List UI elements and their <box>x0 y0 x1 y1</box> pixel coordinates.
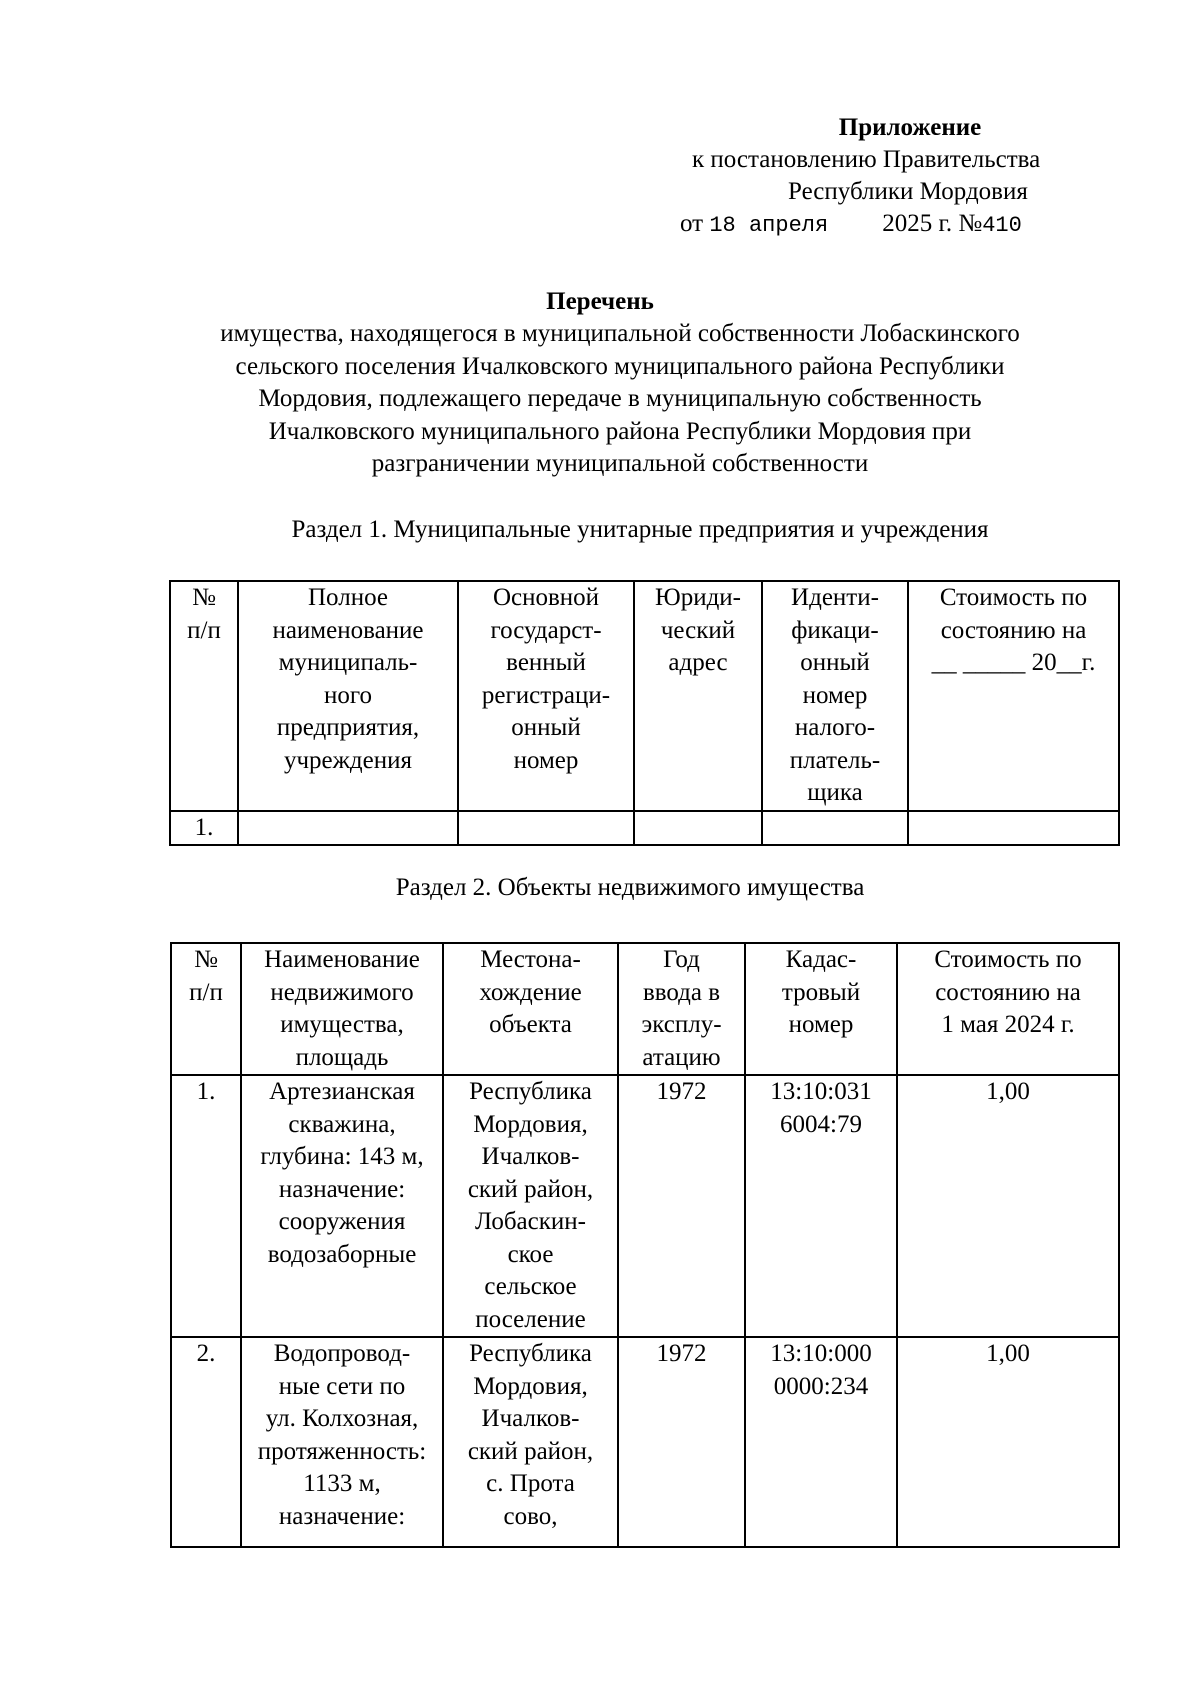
header-line: состоянию на <box>935 978 1081 1006</box>
cell-line: 1133 м, <box>303 1470 381 1497</box>
header-line: фикаци- <box>791 616 879 644</box>
header-line: 1 мая 2024 г. <box>941 1011 1075 1038</box>
cell-line: ул. Колхозная, <box>265 1405 419 1432</box>
cell-line: Республика <box>469 1340 592 1367</box>
cell-line: назначение: <box>278 1175 406 1203</box>
table-cell <box>241 1075 443 1337</box>
header-line: Основной <box>492 584 600 611</box>
cell-line: Водопровод- <box>273 1340 411 1367</box>
header-line: недвижимого <box>270 978 414 1006</box>
cell-line: 13:10:031 <box>770 1078 872 1105</box>
header-line: объекта <box>489 1011 572 1038</box>
table-cell <box>897 1075 1119 1337</box>
header-line: площадь <box>295 1043 389 1071</box>
header-line: наименование <box>272 616 424 644</box>
header-line: венный <box>506 649 586 676</box>
cell-line: Артезианская <box>269 1078 415 1105</box>
section2-heading: Раздел 2. Объекты недвижимого имущества <box>395 874 865 901</box>
table-row <box>170 811 1119 846</box>
table-row <box>171 1337 1119 1547</box>
header-line: № <box>192 584 216 611</box>
header-line: регистраци- <box>481 681 611 709</box>
real-estate-table <box>170 942 1120 1548</box>
table-cell <box>745 1337 897 1547</box>
cell-line: ные сети по <box>278 1372 406 1400</box>
table-cell <box>443 1337 618 1547</box>
cell-line: скважина, <box>288 1110 396 1138</box>
table-cell <box>634 811 762 846</box>
document-number: 410 <box>982 213 1022 238</box>
cell-line: 1972 <box>656 1340 707 1367</box>
appendix-republic-line: Республики Мордовия <box>788 178 1028 205</box>
column-header <box>238 581 458 811</box>
date-value: 18 апреля <box>709 213 829 238</box>
subtitle-line: имущества, находящегося в муниципальной собственности Лобаскинского <box>220 320 1020 347</box>
cell-line: 6004:79 <box>780 1110 862 1138</box>
header-line: номер <box>788 1011 854 1038</box>
cell-line: с. Прота <box>486 1470 575 1497</box>
cell-line: Республика <box>469 1078 592 1105</box>
cell-line: глубина: 143 м, <box>260 1143 424 1170</box>
column-header <box>745 943 897 1075</box>
table-row <box>171 1075 1119 1337</box>
header-line: предприятия, <box>276 714 420 741</box>
appendix-resolution-line: к постановлению Правительства <box>692 146 1041 173</box>
header-line: Иденти- <box>791 584 879 611</box>
document-subtitle <box>150 318 1090 481</box>
column-header <box>897 943 1119 1075</box>
header-line: хождение <box>479 978 582 1006</box>
table-cell <box>618 1075 745 1337</box>
header-line: ного <box>323 681 372 709</box>
cell-line: сооружения <box>278 1208 406 1235</box>
header-line: ческий <box>660 616 736 644</box>
cell-line: 1. <box>196 1078 216 1105</box>
header-line: государст- <box>490 616 602 644</box>
cell-line: Лобаскин- <box>475 1208 586 1235</box>
section1-heading: Раздел 1. Муниципальные унитарные предприятия и учреждения <box>291 516 989 543</box>
header-line: налого- <box>794 714 876 741</box>
subtitle-line: Ичалковского муниципального района Республики Мордовия при <box>268 417 972 445</box>
header-line: п/п <box>189 978 223 1006</box>
header-line: учреждения <box>283 746 412 774</box>
cell-line: ский район, <box>467 1175 594 1203</box>
header-line: Юриди- <box>655 584 741 611</box>
cell-line: ское <box>507 1240 554 1268</box>
table-cell <box>171 1075 241 1337</box>
table-cell <box>745 1075 897 1337</box>
enterprises-table-header <box>170 581 1119 811</box>
cell-line: ский район, <box>467 1437 594 1465</box>
table-cell <box>897 1337 1119 1547</box>
header-line: онный <box>511 714 581 741</box>
date-prefix: от <box>680 210 704 237</box>
table-cell: 1. <box>170 811 238 846</box>
column-header <box>634 581 762 811</box>
header-line: эксплу- <box>641 1011 722 1038</box>
table-cell <box>618 1337 745 1547</box>
appendix-date-line <box>680 208 1120 242</box>
header-line: Год <box>663 946 700 973</box>
table-cell <box>908 811 1119 846</box>
subtitle-line: разграничении муниципальной собственности <box>371 450 869 477</box>
column-header <box>170 581 238 811</box>
table-cell <box>241 1337 443 1547</box>
header-line: Стоимость по <box>939 584 1088 611</box>
header-line: платель- <box>789 746 881 774</box>
cell-line: Мордовия, <box>473 1110 588 1138</box>
column-header <box>458 581 634 811</box>
table-cell <box>458 811 634 846</box>
header-line: муниципаль- <box>278 649 418 676</box>
cell-line: 1,00 <box>986 1078 1030 1105</box>
header-line: номер <box>513 746 579 774</box>
cell-line: 2. <box>196 1340 216 1367</box>
year-number-label: 2025 г. № <box>882 210 983 237</box>
header-line: № <box>194 946 218 973</box>
column-header <box>762 581 908 811</box>
appendix-title: Приложение <box>838 114 982 141</box>
column-header <box>171 943 241 1075</box>
header-line: адрес <box>668 649 728 676</box>
enterprises-table <box>169 580 1120 846</box>
header-line: Местона- <box>480 946 581 973</box>
header-line: имущества, <box>280 1011 404 1038</box>
subtitle-line: сельского поселения Ичалковского муниципального района Республики <box>235 352 1005 380</box>
column-header <box>618 943 745 1075</box>
cell-line: сельское <box>484 1273 577 1300</box>
cell-line: 13:10:000 <box>770 1340 872 1367</box>
header-line: Кадас- <box>785 946 857 973</box>
cell-line: поселение <box>475 1305 586 1333</box>
column-header <box>908 581 1119 811</box>
subtitle-line: Мордовия, подлежащего передаче в муниципальную собственность <box>258 385 982 412</box>
cell-line: 1,00 <box>986 1340 1030 1367</box>
header-line: тровый <box>781 978 861 1006</box>
header-line: __ _____ 20__г. <box>931 649 1096 676</box>
table-cell <box>171 1337 241 1547</box>
column-header <box>443 943 618 1075</box>
table-cell <box>762 811 908 846</box>
header-line: состоянию на <box>940 616 1087 644</box>
cell-line: Мордовия, <box>473 1372 588 1400</box>
header-line: онный <box>800 649 870 676</box>
header-line: атацию <box>642 1043 721 1071</box>
cell-line: 0000:234 <box>773 1372 869 1400</box>
header-line: Наименование <box>264 946 420 973</box>
table-cell <box>238 811 458 846</box>
header-line: Стоимость по <box>934 946 1082 973</box>
header-line: Полное <box>308 584 388 611</box>
header-line: щика <box>807 779 863 806</box>
header-line: номер <box>802 681 868 709</box>
cell-line: Ичалков- <box>481 1405 580 1432</box>
cell-line: сово, <box>503 1502 558 1530</box>
header-line: ввода в <box>642 978 721 1006</box>
cell-line: назначение: <box>278 1502 406 1530</box>
header-line: п/п <box>187 616 221 644</box>
cell-line: 1972 <box>656 1078 707 1105</box>
cell-line: Ичалков- <box>481 1143 580 1170</box>
table-cell <box>443 1075 618 1337</box>
cell-line: водозаборные <box>267 1240 417 1268</box>
cell-line: протяженность: <box>257 1437 427 1465</box>
column-header <box>241 943 443 1075</box>
appendix-header <box>680 112 1120 242</box>
real-estate-table-header <box>171 943 1119 1075</box>
document-title: Перечень <box>546 288 654 315</box>
